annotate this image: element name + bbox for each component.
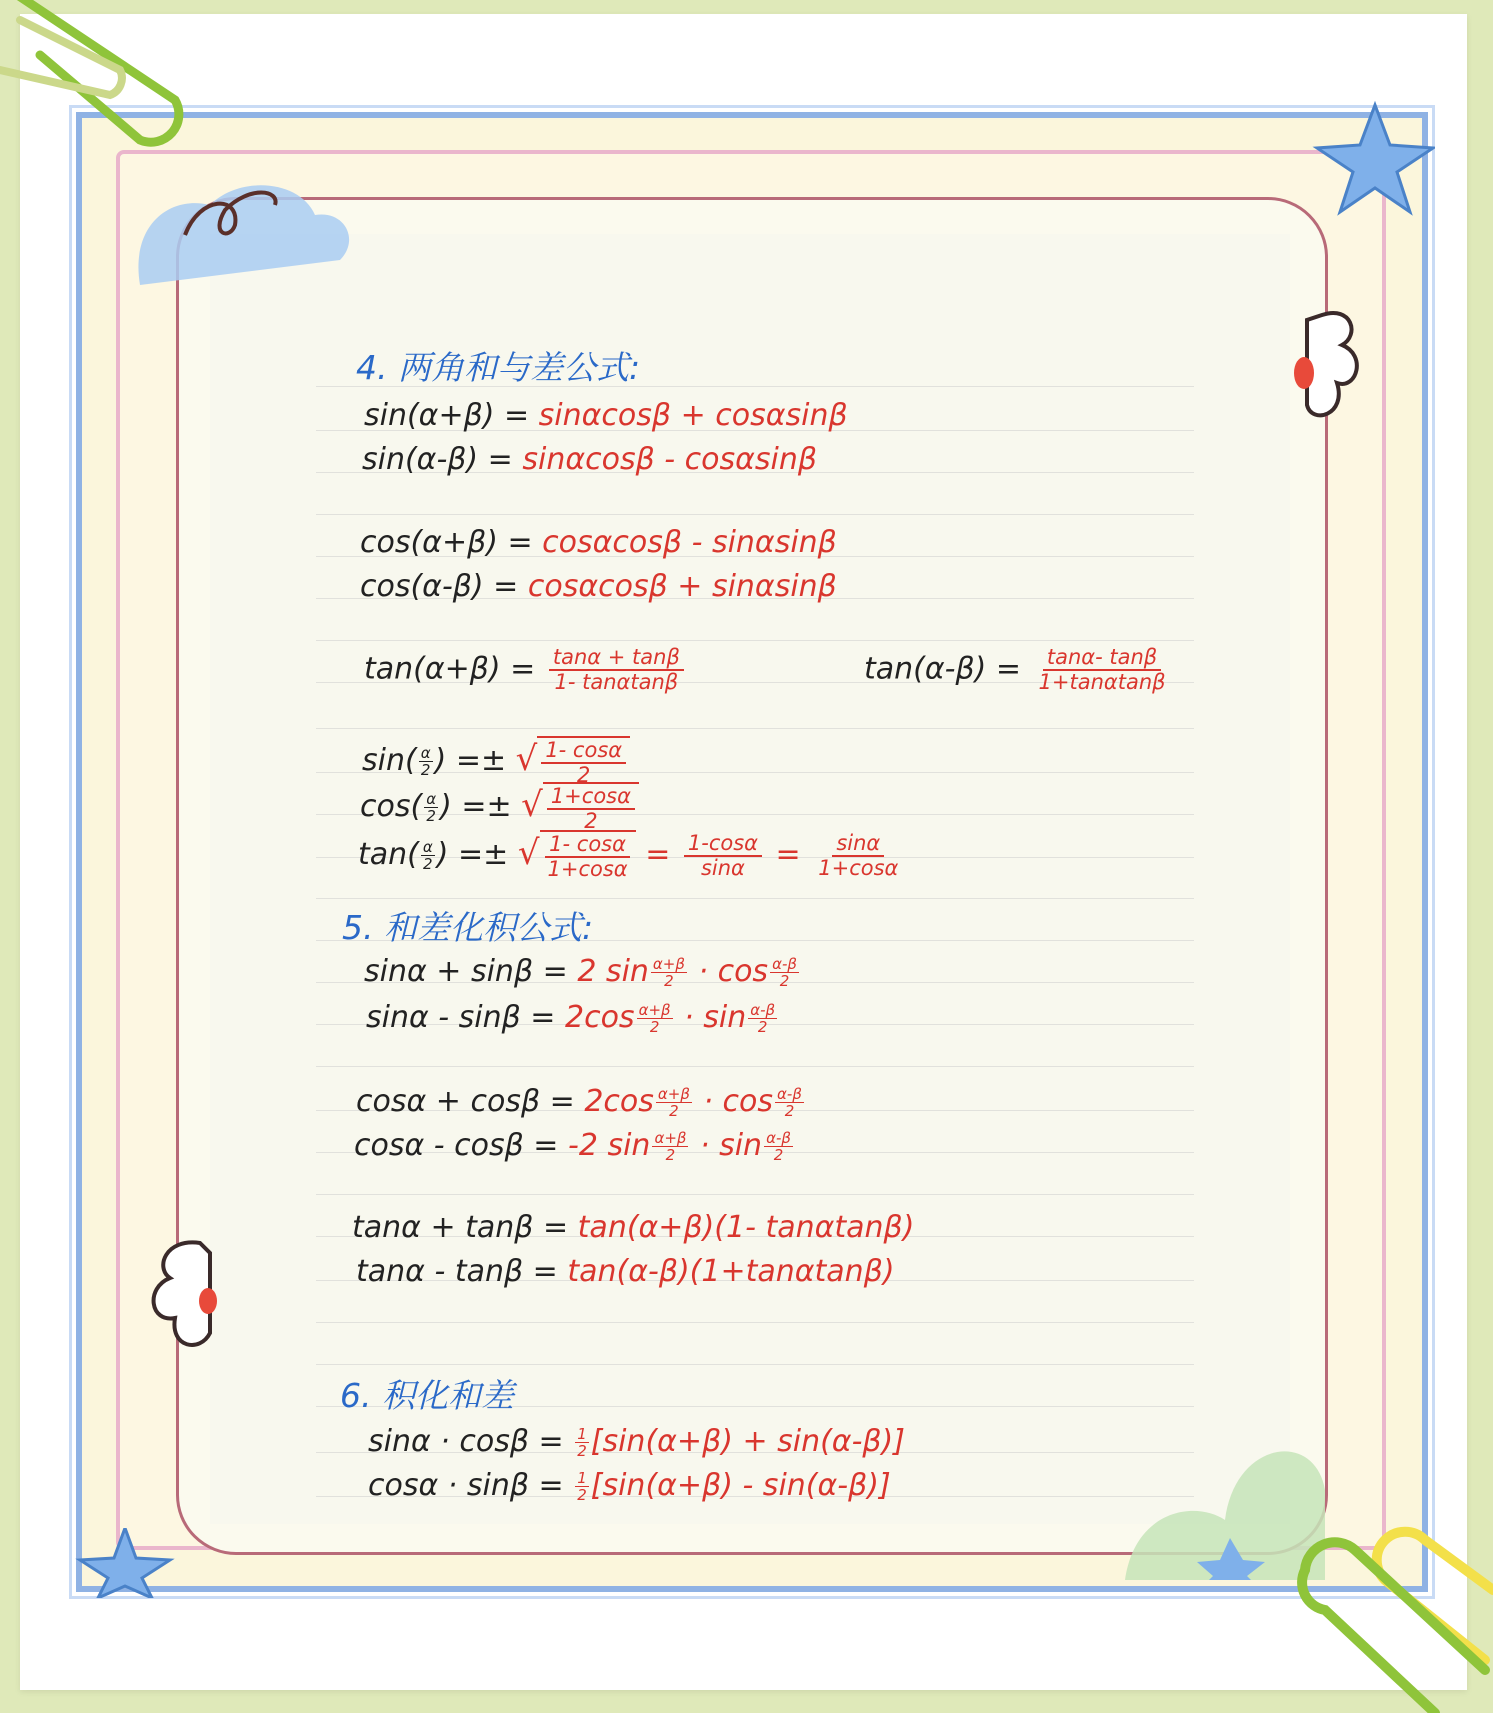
fraction [1035,646,1170,694]
denominator: 2 [757,1018,768,1036]
fraction-small [575,1470,589,1503]
formula-tan-diff-product [356,1252,895,1292]
formula-lhs-end: ) =± [436,837,509,872]
section-5-title: 5. 和差化积公式: [342,908,594,947]
numerator: α [422,838,433,856]
numerator: α+β [657,1085,690,1103]
denominator: sinα [700,855,745,880]
fraction [549,646,684,694]
formula-lhs: cos(α-β) = [360,569,519,604]
formula-tan-sum-product [352,1208,914,1248]
formula-rhs: tan(α-β)(1+tanαtanβ) [567,1254,895,1289]
fraction-small [770,956,799,989]
denominator: 2 [784,1102,795,1120]
formula-lhs: sin( [362,743,417,778]
ruled-line [316,1364,1194,1365]
fraction-small [419,745,433,778]
ruled-line [316,1322,1194,1323]
section-4-title: 4. 两角和与差公式: [356,348,641,387]
formula-tan-sum [364,646,688,694]
fraction-small [748,1002,777,1035]
sqrt-body [543,782,639,833]
paperclip-green-icon [0,0,220,170]
sqrt-icon: √ [517,833,540,873]
formula-half-tan [358,830,906,881]
formula-half-cos [360,782,639,833]
denominator: 2 [426,807,436,825]
formula-sum-to-product-2 [366,998,779,1038]
denominator: 2 [669,1102,679,1120]
numerator: tanα + tanβ [549,646,684,671]
star-blue-icon [70,1528,180,1598]
denominator: 2 [423,855,433,873]
formula-rhs: sinαcosβ - cosαsinβ [522,442,818,477]
denominator: 1+cosα [547,857,628,881]
formula-rhs-a: 2cos [565,1000,635,1035]
formula-lhs: tan(α-β) = [864,651,1021,687]
equals-sign: = [775,837,801,872]
formula-lhs: tanα + tanβ = [352,1210,569,1245]
sqrt-body [540,830,636,881]
numerator: 1 [577,1469,587,1487]
formula-rhs: tan(α+β)(1- tanαtanβ) [577,1210,915,1245]
fraction [547,785,635,833]
denominator: 2 [420,761,431,779]
denominator: 2 [577,763,591,787]
numerator: α-β [750,1001,776,1019]
numerator: α+β [638,1001,671,1019]
sqrt-icon: √ [515,739,538,779]
formula-lhs: tan( [358,837,419,872]
denominator: 2 [779,972,790,990]
formula-rhs: [sin(α+β) + sin(α-β)] [590,1424,905,1459]
fraction [814,832,902,880]
denominator: 1+cosα [818,855,899,880]
numerator: α [426,790,437,808]
fraction-small [424,791,438,824]
numerator: α-β [772,955,797,973]
formula-sum-to-product-4 [354,1126,795,1166]
fraction [684,832,762,880]
formula-product-to-sum-1 [368,1422,905,1462]
numerator: sinα [832,832,884,857]
formula-cos-sum [360,523,837,563]
sqrt-icon: √ [521,785,543,825]
formula-lhs: cos(α+β) = [360,525,533,560]
ruled-line [316,898,1194,899]
fraction-small [656,1086,692,1119]
ruled-line [316,514,1194,515]
cloud-blue-icon [130,165,370,295]
formula-lhs: sinα · cosβ = [368,1424,564,1459]
formula-lhs: cosα + cosβ = [356,1084,575,1119]
flower-white-icon [140,1238,220,1358]
formula-rhs: cosαcosβ - sinαsinβ [542,525,837,560]
denominator: 2 [649,1018,660,1036]
formula-lhs: sinα + sinβ = [364,954,568,989]
numerator: 1- cosα [545,833,630,858]
ruled-line [316,640,1194,641]
fraction [544,833,632,881]
flower-white-icon [1282,305,1362,445]
formula-rhs-a: 2cos [584,1084,654,1119]
formula-lhs: cosα · sinβ = [368,1468,564,1503]
fraction-small [651,956,687,989]
fraction-small [764,1130,793,1163]
formula-lhs: sin(α+β) = [364,398,530,433]
fraction-small [575,1426,589,1459]
denominator: 2 [665,1146,676,1164]
fraction-small [637,1002,673,1035]
formula-lhs-end: ) =± [434,743,507,778]
formula-sin-diff [362,440,817,480]
fraction-small [652,1130,688,1163]
formula-rhs-b: · sin [684,1000,747,1035]
denominator: 2 [773,1146,784,1164]
fraction-small [775,1086,804,1119]
fraction-small [421,839,435,872]
numerator: tanα- tanβ [1043,646,1161,671]
formula-rhs-a: 2 sin [577,954,649,989]
paperclip-yellow-icon [1285,1510,1493,1713]
numerator: 1+cosα [547,785,635,810]
formula-lhs: tanα - tanβ = [356,1254,558,1289]
fraction [541,739,626,787]
formula-sin-sum [364,396,848,436]
formula-rhs-b: · sin [700,1128,763,1163]
formula-product-to-sum-2 [368,1466,891,1506]
denominator: 1+tanαtanβ [1038,670,1166,694]
equals-sign: = [645,837,671,872]
ruled-line [316,728,1194,729]
numerator: 1-cosα [684,832,762,857]
formula-rhs-b: · cos [703,1084,774,1119]
formula-lhs: sinα - sinβ = [366,1000,556,1035]
formula-lhs-end: ) =± [440,789,512,824]
denominator: 1- tanαtanβ [554,670,679,694]
formula-lhs: tan(α+β) = [364,651,536,687]
star-blue-icon [1285,100,1435,220]
formula-rhs: sinαcosβ + cosαsinβ [538,398,848,433]
denominator: 2 [577,1442,587,1460]
section-6-title: 6. 积化和差 [340,1376,514,1415]
numerator: α-β [766,1129,791,1147]
denominator: 2 [664,972,674,990]
numerator: 1- cosα [541,739,626,764]
formula-lhs: cosα - cosβ = [354,1128,559,1163]
formula-sum-to-product-1 [364,952,801,992]
denominator: 2 [577,1486,587,1504]
formula-half-sin [362,736,630,787]
sqrt-body [537,736,630,787]
numerator: α [420,744,431,762]
numerator: α-β [777,1085,802,1103]
formula-rhs-a: -2 sin [568,1128,651,1163]
numerator: α+β [654,1129,687,1147]
numerator: 1 [577,1425,587,1443]
formula-tan-diff [864,646,1174,694]
formula-lhs: sin(α-β) = [362,442,513,477]
formula-cos-diff [360,567,837,607]
formula-sum-to-product-3 [356,1082,806,1122]
formula-rhs-b: · cos [698,954,769,989]
formula-lhs: cos( [360,789,423,824]
formula-rhs: [sin(α+β) - sin(α-β)] [590,1468,891,1503]
ruled-line [316,1194,1194,1195]
numerator: α+β [652,955,685,973]
ruled-line [316,1066,1194,1067]
denominator: 2 [584,809,598,833]
formula-rhs: cosαcosβ + sinαsinβ [527,569,837,604]
